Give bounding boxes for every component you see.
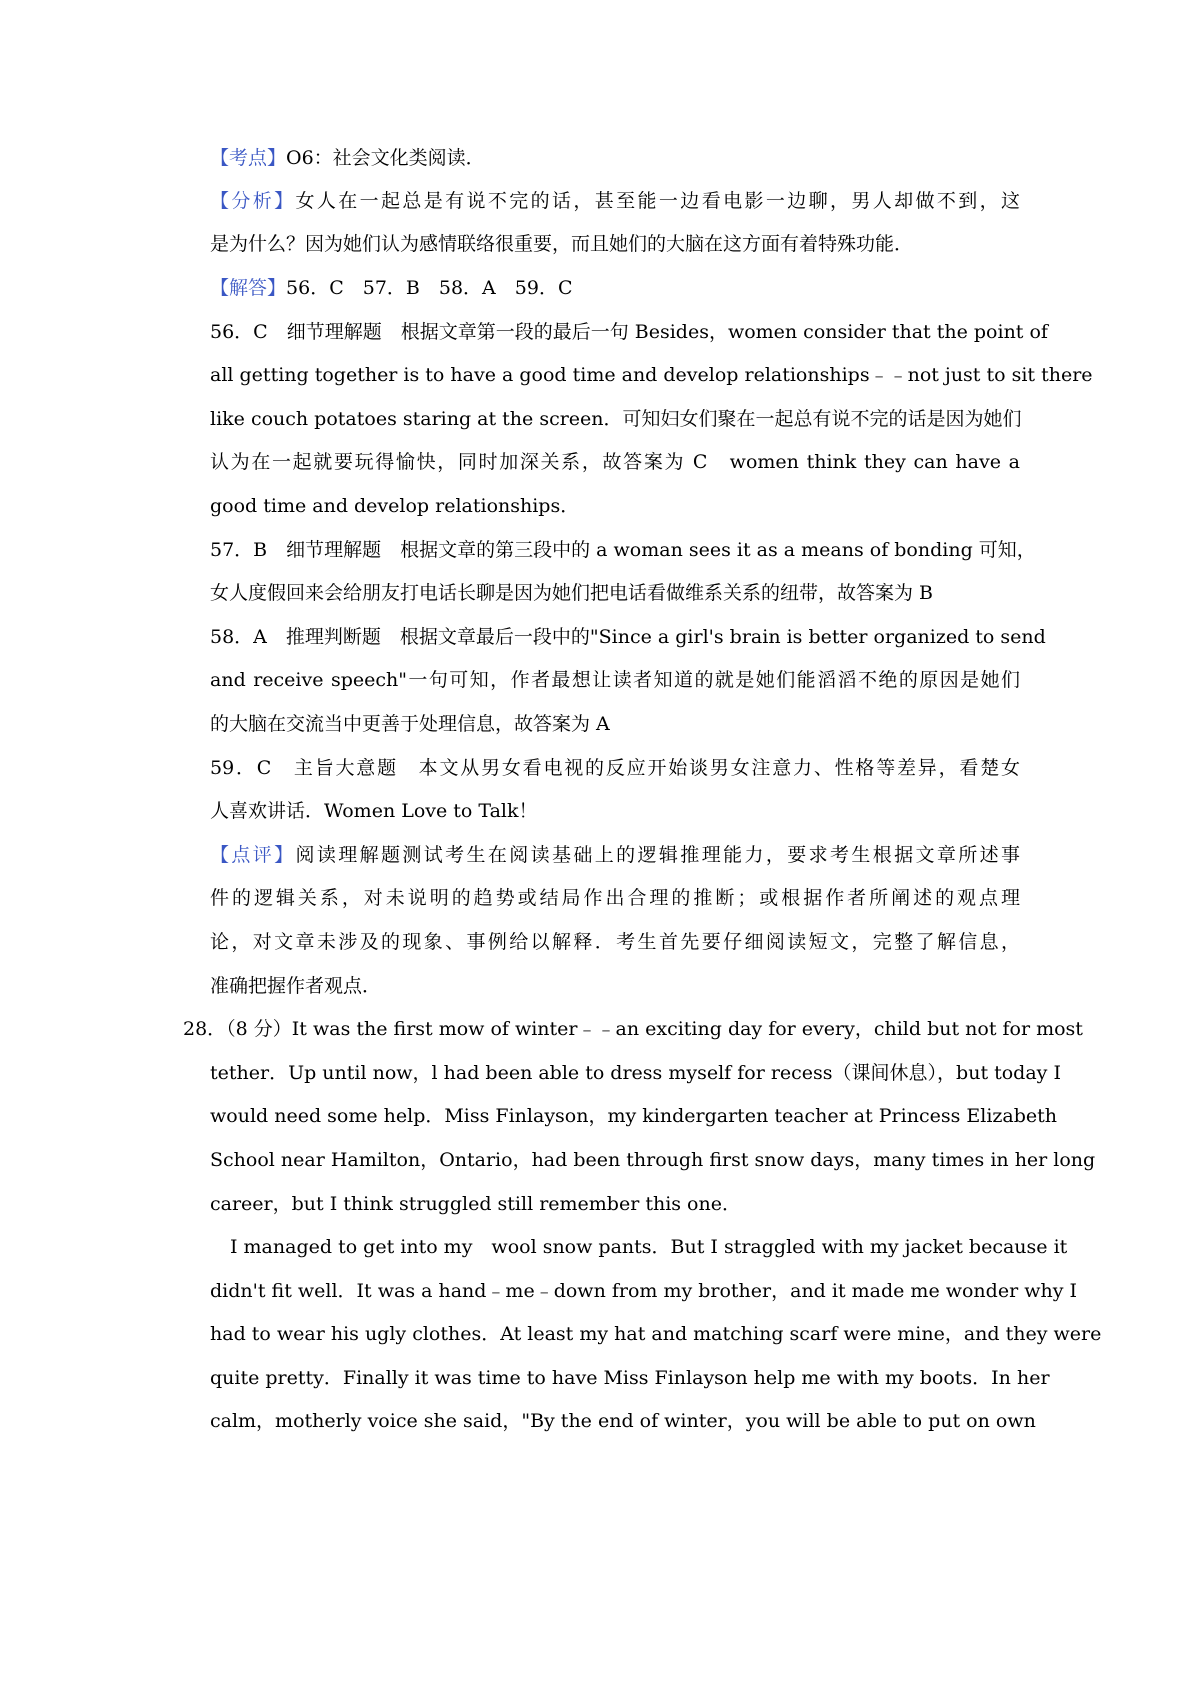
q59-line-2: 人喜欢讲话．Women Love to Talk！ — [210, 800, 538, 822]
q56-line-1: 56．C 细节理解题 根据文章第一段的最后一句 Besides，women consider that the point of — [210, 321, 1048, 343]
jieda-text: 56．C 57．B 58．A 59．C — [286, 277, 573, 299]
jieda-line — [210, 275, 572, 301]
q56-line-3: like couch potatoes staring at the screen．可知妇女们聚在一起总有说不完的话是因为她们 — [210, 408, 1022, 430]
dianping-tag: 【点评】 — [210, 844, 296, 866]
q28-line-2: tether．Up until now，l had been able to dress myself for recess（课间休息），but today I — [210, 1062, 1061, 1084]
q28-para2-line-4: quite pretty．Finally it was time to have Miss Finlayson help me with my boots．In her — [210, 1367, 1050, 1389]
q28-para2-line-5: calm，motherly voice she said，"By the end of winter，you will be able to put on own — [210, 1410, 1036, 1432]
dianping-line-2: 件的逻辑关系，对未说明的趋势或结局作出合理的推断；或根据作者所阐述的观点理 — [210, 887, 1020, 909]
q28-para2-line-1: I managed to get into my wool snow pants．But I straggled with my jacket because it — [230, 1236, 1068, 1258]
fenxi-line-1 — [210, 188, 1020, 214]
q28-line-4: School near Hamilton，Ontario，had been through first snow days，many times in her long — [210, 1149, 1096, 1171]
q58-line-1: 58．A 推理判断题 根据文章最后一段中的"Since a girl's brain is better organized to send — [210, 626, 1046, 648]
jieda-tag: 【解答】 — [210, 277, 287, 299]
fenxi-text-1: 女人在一起总是有说不完的话，甚至能一边看电影一边聊，男人却做不到，这 — [295, 190, 1020, 212]
q28-line-1: 28．（8 分）It was the first mow of winter﹣﹣an exciting day for every，child but not for most — [183, 1018, 1083, 1040]
q59-line-1: 59．C 主旨大意题 本文从男女看电视的反应开始谈男女注意力、性格等差异，看楚女 — [210, 757, 1020, 779]
dianping-line-4: 准确把握作者观点． — [210, 975, 382, 997]
fenxi-line-2: 是为什么？因为她们认为感情联络很重要，而且她们的大脑在这方面有着特殊功能． — [210, 233, 914, 255]
q28-para2-line-3: had to wear his ugly clothes．At least my hat and matching scarf were mine，and they were — [210, 1323, 1102, 1345]
q57-line-1: 57．B 细节理解题 根据文章的第三段中的 a woman sees it as a means of bonding 可知， — [210, 539, 1036, 561]
dianping-line-1 — [210, 842, 1020, 868]
kaodian-text: O6：社会文化类阅读． — [286, 147, 485, 169]
fenxi-tag: 【分析】 — [210, 190, 296, 212]
kaodian-line — [210, 145, 485, 171]
dianping-line-3: 论，对文章未涉及的现象、事例给以解释．考生首先要仔细阅读短文，完整了解信息， — [210, 931, 1020, 953]
q58-line-3: 的大脑在交流当中更善于处理信息，故答案为 A — [210, 713, 610, 735]
q28-line-3: would need some help．Miss Finlayson，my kindergarten teacher at Princess Elizabeth — [210, 1105, 1058, 1127]
kaodian-tag: 【考点】 — [210, 147, 287, 169]
q56-line-2: all getting together is to have a good time and develop relationships﹣﹣not just to sit there — [210, 364, 1093, 386]
q56-line-4: 认为在一起就要玩得愉快，同时加深关系，故答案为 C women think they can have a — [210, 451, 1020, 473]
q28-line-5: career，but I think struggled still remember this one． — [210, 1193, 741, 1215]
q28-para2-line-2: didn't fit well．It was a hand﹣me﹣down from my brother，and it made me wonder why I — [210, 1280, 1077, 1302]
q58-line-2: and receive speech"一句可知，作者最想让读者知道的就是她们能滔滔不绝的原因是她们 — [210, 669, 1020, 691]
dianping-text-1: 阅读理解题测试考生在阅读基础上的逻辑推理能力，要求考生根据文章所述事 — [295, 844, 1020, 866]
q56-line-5: good time and develop relationships． — [210, 495, 580, 517]
q57-line-2: 女人度假回来会给朋友打电话长聊是因为她们把电话看做维系关系的纽带，故答案为 B — [210, 582, 934, 604]
